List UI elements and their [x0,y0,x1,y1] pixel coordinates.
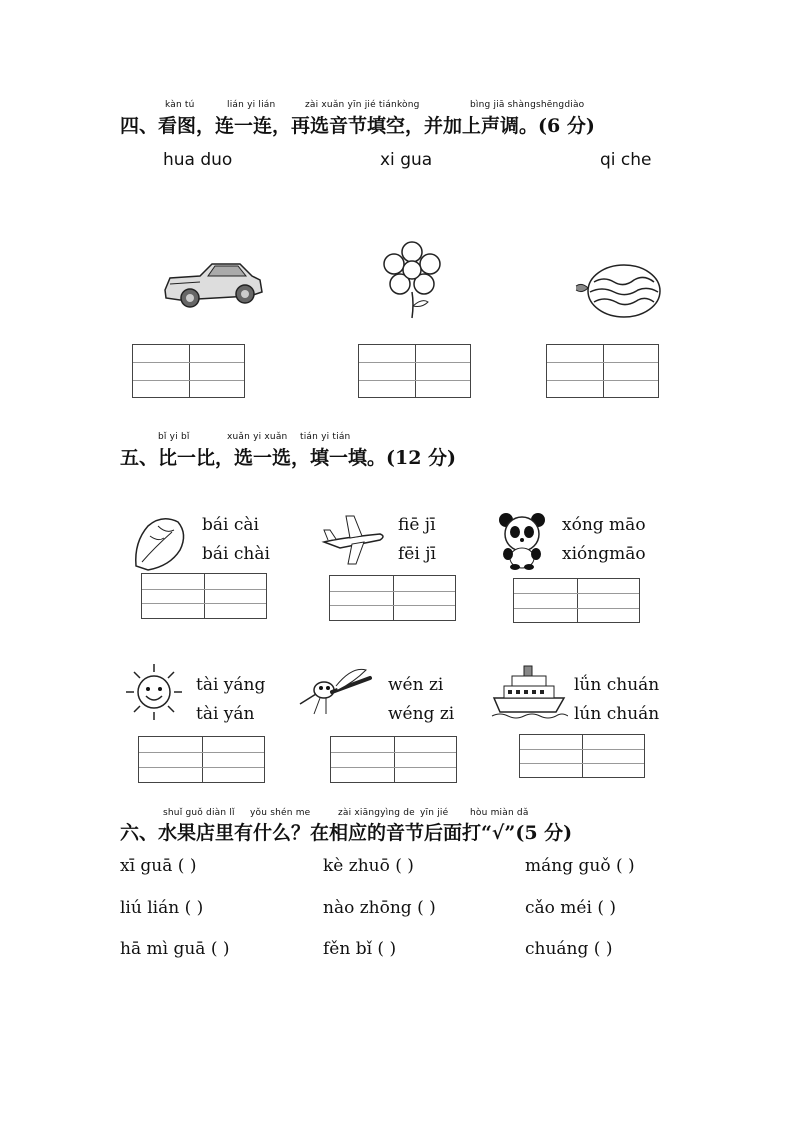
syllable-label: hua duo [163,150,233,170]
answer-grid[interactable] [358,344,471,398]
heading-pinyin: kàn tú [165,100,195,110]
airplane-icon [320,512,386,568]
sun-icon [124,662,184,722]
panda-icon [496,512,548,570]
pinyin-option: xióngmāo [562,544,646,564]
check-option[interactable]: fěn bǐ ( ) [323,939,397,959]
pinyin-option: bái chài [202,544,270,564]
check-option[interactable]: chuáng ( ) [525,939,613,959]
heading-pinyin: yīn jié [420,808,449,818]
pinyin-option: wéng zi [388,704,455,724]
check-option[interactable]: cǎo méi ( ) [525,898,616,918]
pinyin-option: lún chuán [574,704,660,724]
section-5-title: 五、比一比，选一选，填一填。(12 分) [120,447,457,469]
heading-pinyin: xuǎn yi xuǎn [227,432,288,442]
heading-pinyin: yǒu shén me [250,808,311,818]
heading-pinyin: hòu miàn dǎ [470,808,529,818]
car-icon [160,252,265,312]
heading-pinyin: lián yi lián [227,100,276,110]
check-option[interactable]: hā mì guā ( ) [120,939,230,959]
pinyin-option: wén zi [388,675,444,695]
answer-grid[interactable] [132,344,245,398]
heading-pinyin: tián yi tián [300,432,351,442]
section-4-title: 四、看图，连一连，再选音节填空，并加上声调。(6 分) [120,115,595,137]
answer-grid[interactable] [519,734,645,778]
ship-icon [490,662,568,720]
pinyin-option: tài yáng [196,675,266,695]
section-6-title: 六、水果店里有什么？在相应的音节后面打“√”(5 分) [120,822,573,844]
syllable-label: xi gua [380,150,433,170]
heading-pinyin: bǐ yi bǐ [158,432,190,442]
check-option[interactable]: kè zhuō ( ) [323,856,414,876]
heading-pinyin: shuǐ guǒ diàn lǐ [163,808,235,818]
answer-grid[interactable] [330,736,457,783]
pinyin-option: xóng māo [562,515,646,535]
check-option[interactable]: liú lián ( ) [120,898,204,918]
watermelon-icon [574,262,664,320]
pinyin-option: bái cài [202,515,259,535]
answer-grid[interactable] [513,578,640,623]
check-option[interactable]: xī guā ( ) [120,856,197,876]
cabbage-icon [128,512,190,574]
answer-grid[interactable] [546,344,659,398]
flower-icon [380,240,445,320]
answer-grid[interactable] [138,736,265,783]
check-option[interactable]: nào zhōng ( ) [323,898,436,918]
heading-pinyin: zài xiāngyìng de [338,808,415,818]
answer-grid[interactable] [329,575,456,621]
pinyin-option: tài yán [196,704,255,724]
pinyin-option: fiē jī [398,515,436,535]
heading-pinyin: zài xuǎn yīn jié tiánkòng [305,100,420,110]
pinyin-option: fēi jī [398,544,436,564]
check-option[interactable]: máng guǒ ( ) [525,856,635,876]
syllable-label: qi che [600,150,652,170]
mosquito-icon [296,664,376,720]
heading-pinyin: bìng jiā shàngshēngdiào [470,100,585,110]
answer-grid[interactable] [141,573,267,619]
pinyin-option: lǘn chuán [574,675,660,695]
